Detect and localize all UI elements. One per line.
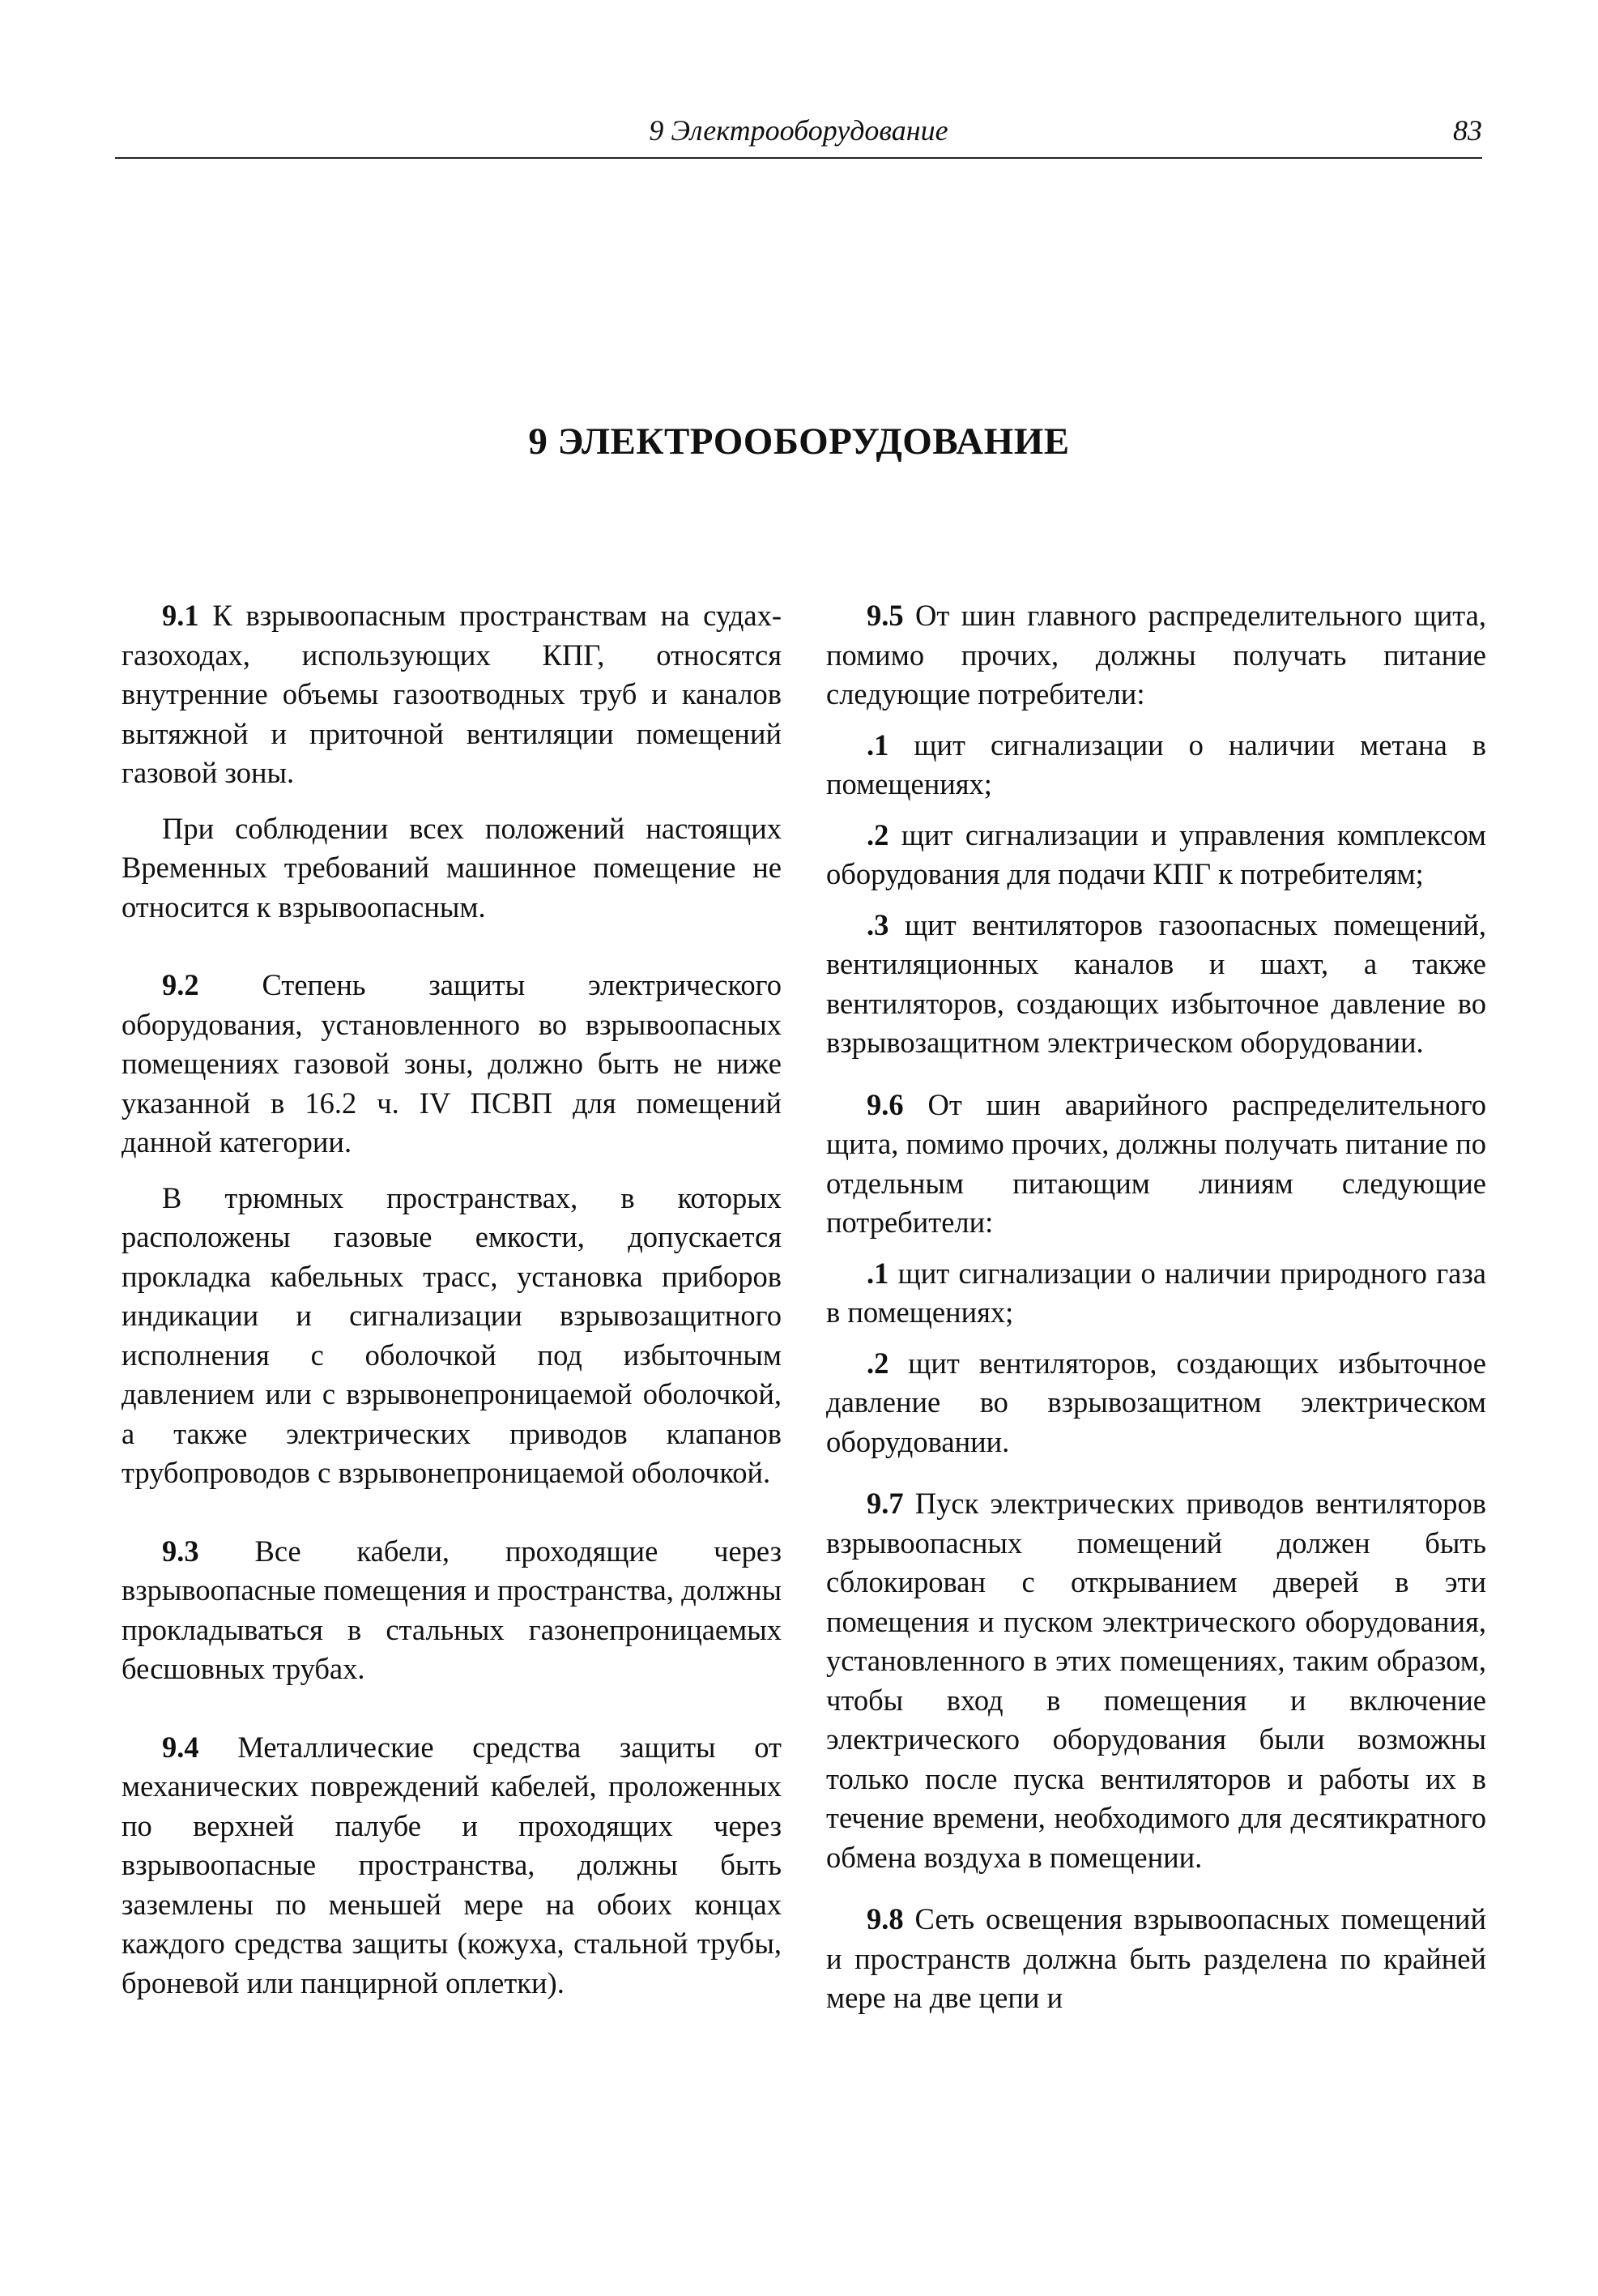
paragraph-9-3	[121, 1532, 782, 1689]
clause-text: К взрывоопасным пространствам на судах-газоходах, использующих КПГ, относятся внутренние объемы газоотводных труб и каналов вытяжной и приточной вентиляции помещений газовой зоны.	[121, 599, 782, 789]
right-column	[826, 596, 1486, 2018]
subitem-text: щит сигнализации о наличии природного газа в помещениях;	[826, 1256, 1486, 1329]
subitem-number: .2	[867, 817, 889, 851]
clause-text: Металлические средства защиты от механических повреждений кабелей, проложенных по верхней палубе и проходящих через взрывоопасные пространства, должны быть заземлены по меньшей мере на обоих концах каждого средства защиты (кожуха, стальной трубы, броневой или панцирной оплетки).	[121, 1730, 782, 1999]
paragraph-9-6	[826, 1086, 1486, 1243]
clause-text: От шин аварийного распределительного щита, помимо прочих, должны получать питание по отдельным питающим линиям следующие потребители:	[826, 1087, 1486, 1239]
paragraph-9-4	[121, 1728, 782, 2004]
paragraph-9-1	[121, 596, 782, 793]
paragraph-9-7	[826, 1484, 1486, 1877]
paragraph-9-5	[826, 596, 1486, 715]
subitem-9-5-1	[826, 726, 1486, 804]
subitem-9-5-3	[826, 906, 1486, 1063]
clause-number: 9.5	[867, 599, 904, 632]
subitem-text: щит сигнализации и управления комплексом оборудования для подачи КПГ к потребителям;	[826, 817, 1486, 890]
chapter-title: 9 ЭЛЕКТРООБОРУДОВАНИЕ	[528, 420, 1070, 463]
subitem-number: .1	[867, 1256, 889, 1290]
clause-text: От шин главного распределительного щита, помимо прочих, должны получать питание следующие потребители:	[826, 599, 1486, 711]
clause-number: 9.7	[867, 1487, 904, 1520]
clause-number: 9.2	[162, 968, 199, 1001]
subitem-number: .1	[867, 728, 889, 762]
clause-number: 9.3	[162, 1534, 199, 1568]
paragraph-9-1-continued	[121, 809, 782, 928]
clause-number: 9.6	[867, 1087, 904, 1121]
subitem-text: щит сигнализации о наличии метана в помещениях;	[826, 728, 1486, 800]
clause-text: При соблюдении всех положений настоящих Временных требований машинное помещение не относится к взрывоопасным.	[121, 811, 782, 924]
running-header	[115, 112, 1482, 159]
subitem-9-6-1	[826, 1254, 1486, 1333]
clause-text: Пуск электрических приводов вентиляторов взрывоопасных помещений должен быть сблокирован с открыванием дверей в эти помещения и пуском электрического оборудования, установленного в этих помещениях, таким образом, чтобы вход в помещения и включение электрического оборудования были возможны только после пуска вентиляторов и работы их в течение времени, необходимого для десятикратного обмена воздуха в помещении.	[826, 1487, 1486, 1874]
running-title: 9 Электрооборудование	[649, 114, 948, 147]
clause-text: В трюмных пространствах, в которых расположены газовые емкости, допускается прокладка кабельных трасс, установка приборов индикации и сигнализации взрывозащитного исполнения с оболочкой под избыточным давлением или с взрывонепроницаемой оболочкой, а также электрических приводов клапанов трубопроводов с взрывонепроницаемой оболочкой.	[121, 1180, 782, 1489]
subitem-number: .3	[867, 907, 889, 941]
subitem-9-6-2	[826, 1344, 1486, 1462]
left-column	[121, 596, 782, 2003]
clause-number: 9.1	[162, 599, 199, 632]
clause-text: Степень защиты электрического оборудования, установленного во взрывоопасных помещениях газовой зоны, должно быть не ниже указанной в 16.2 ч. IV ПСВП для помещений данной категории.	[121, 968, 782, 1159]
subitem-number: .2	[867, 1346, 889, 1380]
clause-text: Сеть освещения взрывоопасных помещений и пространств должна быть разделена по крайней мере на две цепи и	[826, 1902, 1486, 2014]
subitem-9-5-2	[826, 816, 1486, 894]
clause-number: 9.8	[867, 1902, 904, 1935]
subitem-text: щит вентиляторов, создающих избыточное давление во взрывозащитном электрическом оборудовании.	[826, 1346, 1486, 1458]
subitem-text: щит вентиляторов газоопасных помещений, вентиляционных каналов и шахт, а также вентиляторов, создающих избыточное давление во взрывозащитном электрическом оборудовании.	[826, 907, 1486, 1059]
page-number: 83	[1453, 114, 1482, 147]
paragraph-9-8	[826, 1900, 1486, 2018]
clause-text: Все кабели, проходящие через взрывоопасные помещения и пространства, должны прокладываться в стальных газонепроницаемых бесшовных трубах.	[121, 1534, 782, 1685]
clause-number: 9.4	[162, 1730, 199, 1764]
paragraph-9-2-continued	[121, 1179, 782, 1493]
paragraph-9-2	[121, 966, 782, 1163]
